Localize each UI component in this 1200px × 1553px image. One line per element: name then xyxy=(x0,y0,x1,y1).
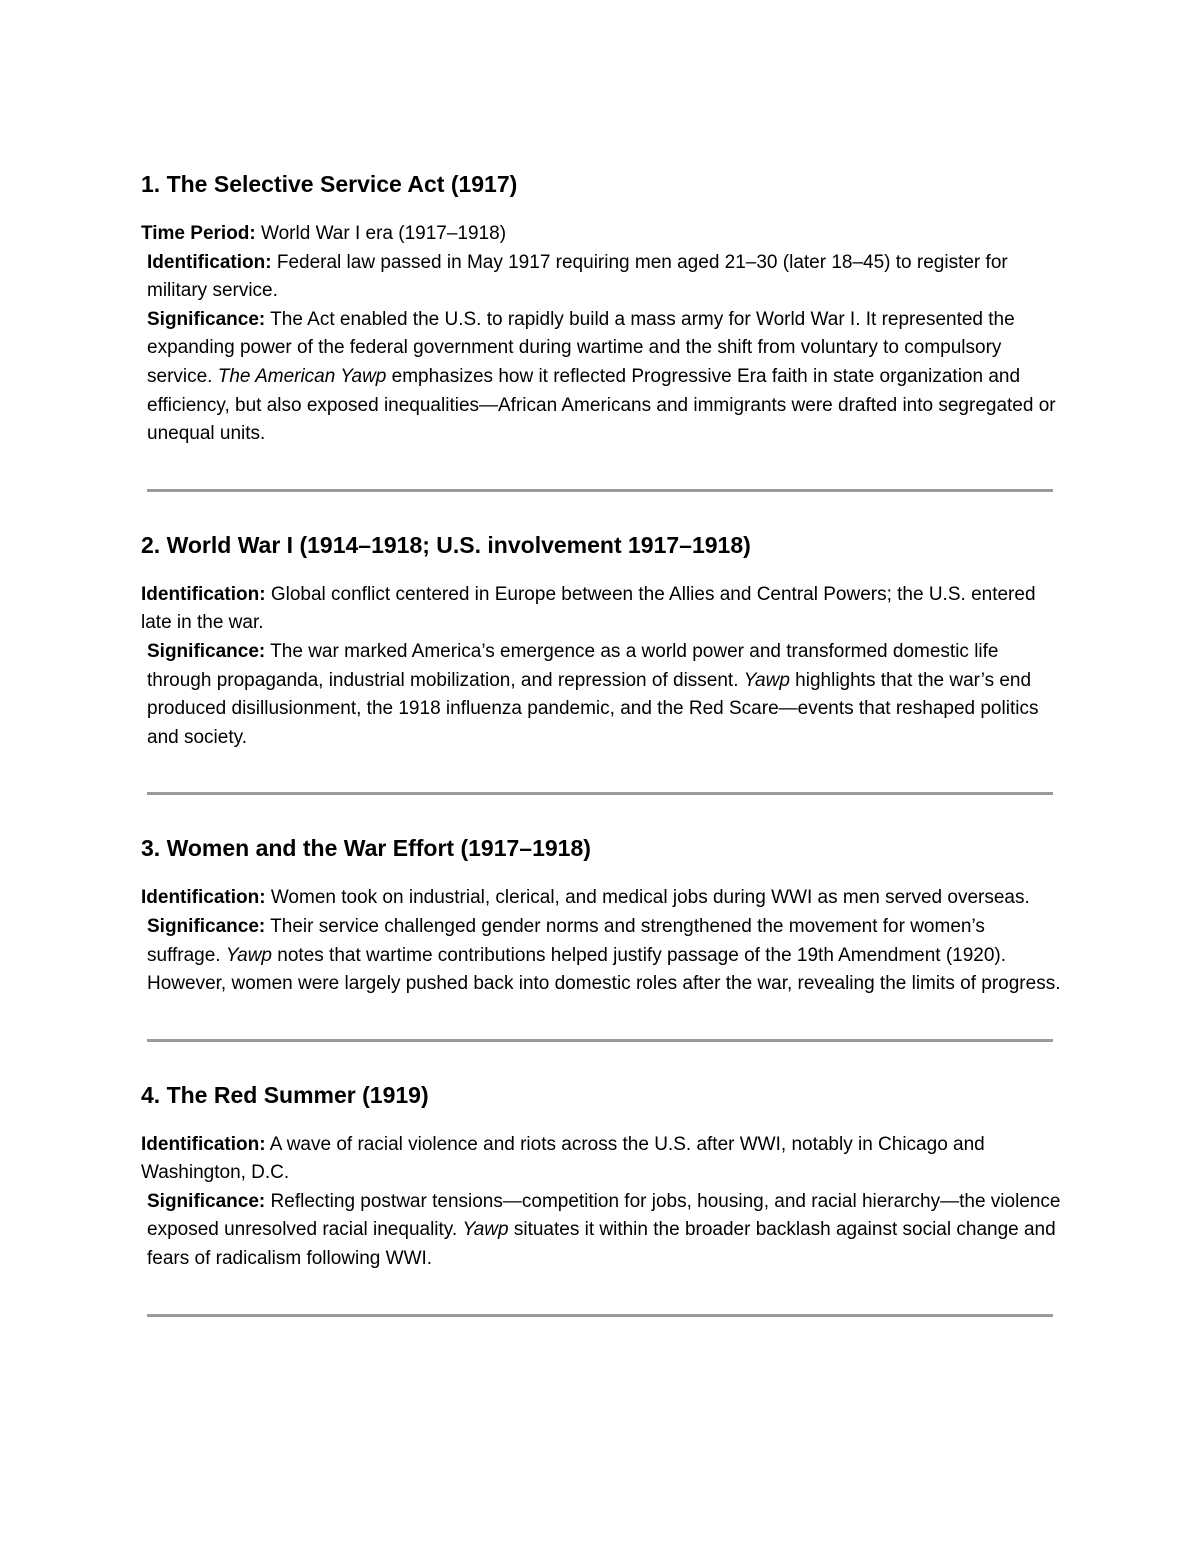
significance-label: Significance: xyxy=(147,915,266,937)
section-red-summer xyxy=(141,1079,1061,1317)
significance-italic-title: Yawp xyxy=(743,669,790,691)
significance-text: Their service challenged gender norms and strengthened the movement for women’s suffrage. xyxy=(147,915,985,966)
identification-paragraph xyxy=(141,884,1061,913)
identification-label: Identification: xyxy=(147,251,272,273)
significance-italic-title: The American Yawp xyxy=(217,365,387,387)
significance-paragraph xyxy=(141,306,1061,449)
significance-paragraph xyxy=(141,638,1061,752)
time-period-text: World War I era (1917–1918) xyxy=(255,223,507,244)
identification-text: Women took on industrial, clerical, and medical jobs during WWI as men served overseas. xyxy=(265,887,1030,909)
section-title: 1. The Selective Service Act (1917) xyxy=(141,171,518,197)
significance-text-continued: notes that wartime contributions helped justify passage of the 19th Amendment (1920). However, women were largely pushed back into domestic roles after the war, revealing the limits of progress. xyxy=(147,944,1061,995)
significance-text-continued: emphasizes how it reflected Progressive Era faith in state organization and efficiency, but also exposed inequalities—African Americans and immigrants were drafted into segregated or unequal units. xyxy=(147,365,1056,445)
section-women-war-effort xyxy=(141,832,1061,1041)
identification-text: Federal law passed in May 1917 requiring men aged 21–30 (later 18–45) to register for military service. xyxy=(147,251,1008,302)
significance-italic-title: Yawp xyxy=(462,1219,509,1241)
identification-label: Identification: xyxy=(141,1133,266,1155)
time-period-line xyxy=(141,220,1061,249)
significance-label: Significance: xyxy=(147,640,266,662)
identification-paragraph xyxy=(141,249,1061,306)
time-period-label: Time Period: xyxy=(141,223,256,244)
identification-label: Identification: xyxy=(141,887,266,909)
significance-text-continued: situates it within the broader backlash against social change and fears of radicalism following WWI. xyxy=(147,1219,1056,1270)
horizontal-divider xyxy=(147,1039,1053,1042)
significance-paragraph xyxy=(141,1188,1061,1274)
section-title: 2. World War I (1914–1918; U.S. involvement 1917–1918) xyxy=(141,531,751,558)
horizontal-divider xyxy=(147,792,1053,795)
identification-label: Identification: xyxy=(141,583,266,605)
document-page xyxy=(141,168,1061,1317)
section-selective-service-act xyxy=(141,168,1061,492)
significance-text-continued: highlights that the war’s end produced disillusionment, the 1918 influenza pandemic, and the Red Scare—events that reshaped politics and society. xyxy=(147,669,1039,748)
section-world-war-i xyxy=(141,529,1061,796)
significance-label: Significance: xyxy=(147,1190,266,1212)
significance-italic-title: Yawp xyxy=(225,944,272,966)
identification-text: Global conflict centered in Europe between the Allies and Central Powers; the U.S. entered late in the war. xyxy=(141,583,1036,634)
section-title: 4. The Red Summer (1919) xyxy=(141,1081,429,1108)
horizontal-divider xyxy=(147,1314,1053,1317)
section-title: 3. Women and the War Effort (1917–1918) xyxy=(141,835,591,862)
significance-paragraph xyxy=(141,913,1061,999)
horizontal-divider xyxy=(147,489,1053,492)
significance-text: The war marked America’s emergence as a world power and transformed domestic life through propaganda, industrial mobilization, and repression of dissent. xyxy=(147,640,999,691)
significance-label: Significance: xyxy=(147,308,266,330)
identification-text: A wave of racial violence and riots across the U.S. after WWI, notably in Chicago and Washington, D.C. xyxy=(141,1133,985,1184)
identification-paragraph xyxy=(141,1131,1061,1188)
significance-text: The Act enabled the U.S. to rapidly build a mass army for World War I. It represented the expanding power of the federal government during wartime and the shift from voluntary to compulsory service. xyxy=(147,308,1015,387)
identification-paragraph xyxy=(141,581,1061,638)
significance-text: Reflecting postwar tensions—competition for jobs, housing, and racial hierarchy—the violence exposed unresolved racial inequality. xyxy=(147,1190,1061,1241)
